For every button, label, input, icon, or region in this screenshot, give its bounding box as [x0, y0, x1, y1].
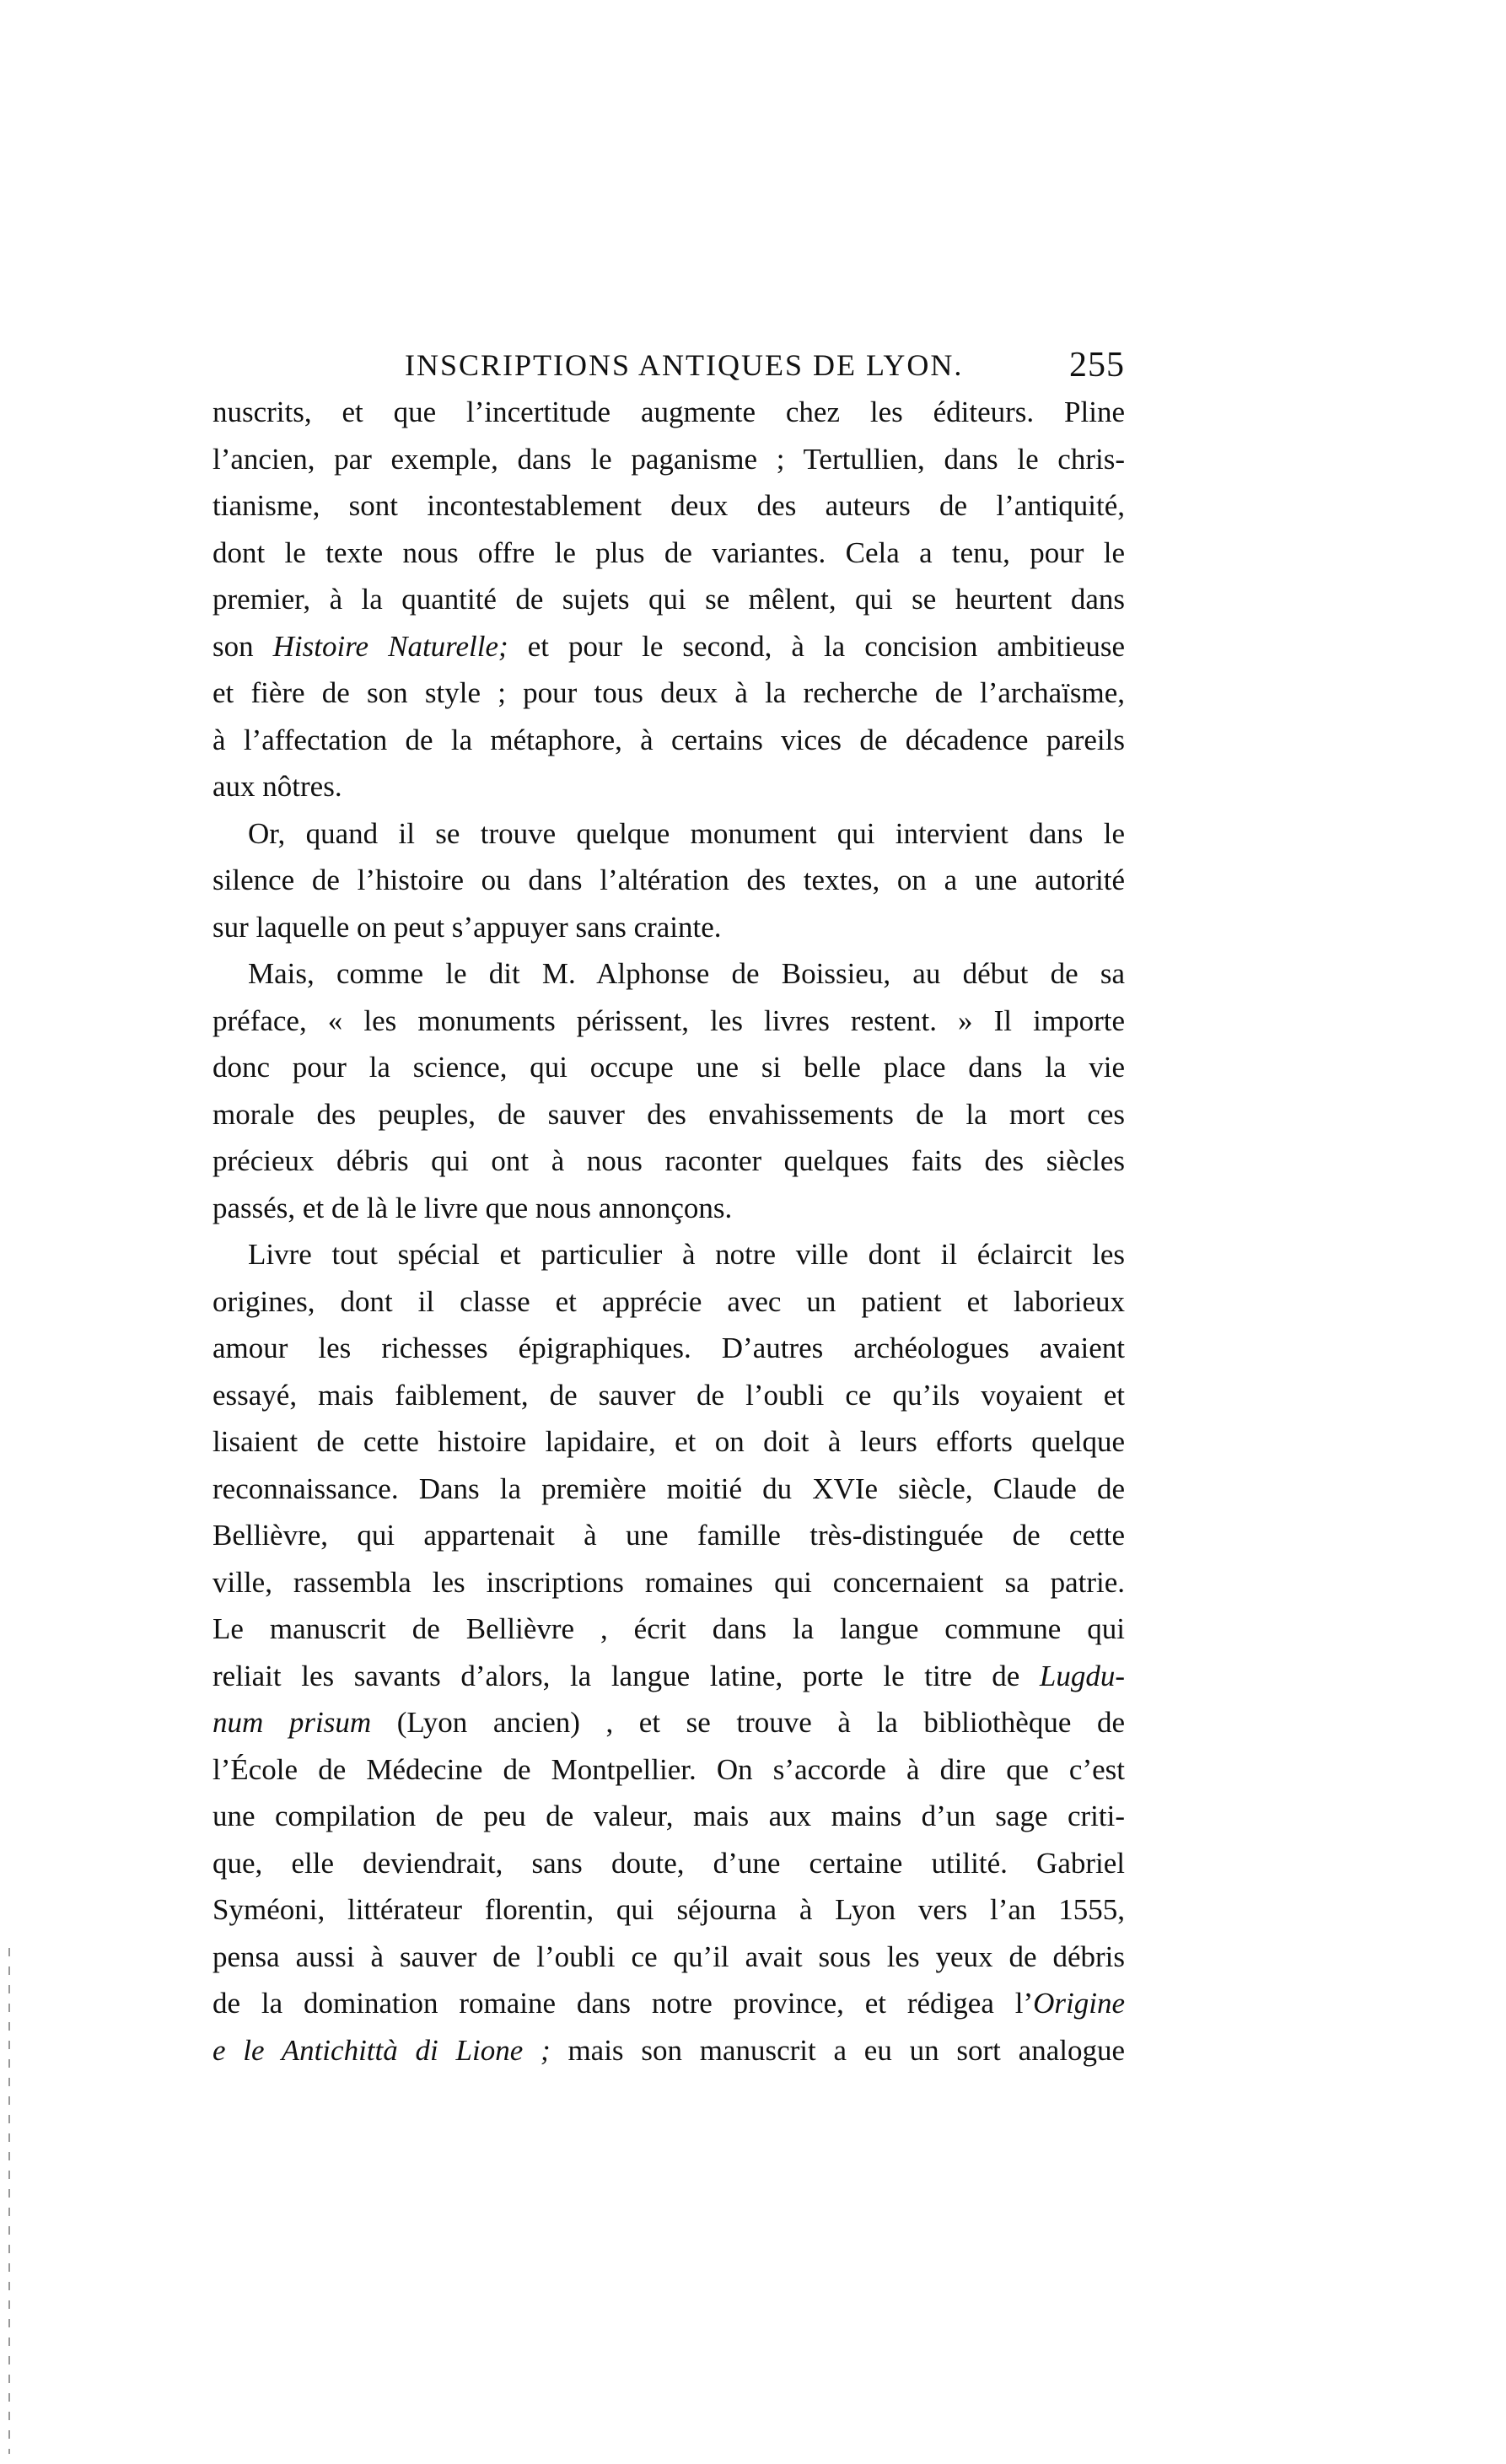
text-line — [212, 623, 1125, 670]
text-line: donc pour la science, qui occupe une si belle place dans la vie — [212, 1051, 1125, 1084]
text-segment: mais son manuscrit a eu un sort analogue — [550, 2033, 1125, 2067]
text-line: origines, dont il classe et apprécie avec un patient et laborieux — [212, 1284, 1125, 1318]
text-line: pensa aussi à sauver de l’oubli ce qu’il avait sous les yeux de débris — [212, 1939, 1125, 1973]
text-segment: (Lyon ancien) , et se trouve à la bibliothèque de — [371, 1706, 1125, 1739]
text-line: préface, « les monuments périssent, les livres restent. » Il importe — [212, 1003, 1125, 1037]
text-line — [212, 1699, 1125, 1746]
text-segment: reliait les savants d’alors, la langue latine, porte le titre de — [212, 1659, 1040, 1692]
text-line: dont le texte nous offre le plus de variantes. Cela a tenu, pour le — [212, 535, 1125, 569]
italic-title-lugdunum: Lugdu- — [1039, 1659, 1125, 1692]
running-title: INSCRIPTIONS ANTIQUES DE LYON. — [405, 348, 964, 382]
text-segment: son — [212, 629, 273, 663]
italic-title-origine: Origine — [1033, 1987, 1125, 2020]
text-line: à l’affectation de la métaphore, à certains vices de décadence pareils — [212, 723, 1125, 756]
text-line: et fière de son style ; pour tous deux à la recherche de l’archaïsme, — [212, 676, 1125, 709]
text-line: essayé, mais faiblement, de sauver de l’oubli ce qu’ils voyaient et — [212, 1378, 1125, 1412]
page-number: 255 — [1069, 346, 1125, 385]
text-line — [212, 1980, 1125, 2027]
text-line: une compilation de peu de valeur, mais aux mains d’un sage criti- — [212, 1800, 1125, 1832]
text-segment: de la domination romaine dans notre province, et rédigea l’ — [212, 1987, 1034, 2020]
running-head — [212, 342, 1125, 389]
scan-margin-artifact — [8, 1948, 10, 2454]
text-line: l’École de Médecine de Montpellier. On s’accorde à dire que c’est — [212, 1752, 1125, 1786]
text-line: amour les richesses épigraphiques. D’autres archéologues avaient — [212, 1332, 1125, 1364]
text-line: que, elle deviendrait, sans doute, d’une certaine utilité. Gabriel — [212, 1846, 1125, 1880]
text-line: précieux débris qui ont à nous raconter quelques faits des siècles — [212, 1144, 1125, 1177]
text-line: l’ancien, par exemple, dans le paganisme ; Tertullien, dans le chris- — [212, 442, 1125, 476]
text-line: Livre tout spécial et particulier à notre ville dont il éclaircit les — [248, 1238, 1125, 1271]
text-line: tianisme, sont incontestablement deux des auteurs de l’antiquité, — [212, 489, 1125, 522]
text-line: reconnaissance. Dans la première moitié du XVIe siècle, Claude de — [212, 1471, 1125, 1505]
text-line: silence de l’histoire ou dans l’altération des textes, on a une autorité — [212, 863, 1125, 896]
text-line: Mais, comme le dit M. Alphonse de Boissieu, au début de sa — [248, 957, 1125, 990]
body-text — [212, 389, 1125, 2074]
text-line: sur laquelle on peut s’appuyer sans crainte. — [212, 910, 722, 944]
text-line: Bellièvre, qui appartenait à une famille très-distinguée de cette — [212, 1519, 1125, 1552]
text-line: lisaient de cette histoire lapidaire, et on doit à leurs efforts quelque — [212, 1425, 1125, 1458]
italic-title-lugdunum-cont: num prisum — [212, 1706, 372, 1739]
text-line: morale des peuples, de sauver des envahissements de la mort ces — [212, 1097, 1125, 1131]
text-line: ville, rassembla les inscriptions romaines qui concernaient sa patrie. — [212, 1565, 1125, 1599]
text-line: nuscrits, et que l’incertitude augmente chez les éditeurs. Pline — [212, 395, 1125, 428]
text-line: aux nôtres. — [212, 770, 342, 803]
italic-title-histoire-naturelle: Histoire Naturelle; — [272, 629, 508, 663]
text-line: Syméoni, littérateur florentin, qui séjourna à Lyon vers l’an 1555, — [212, 1893, 1125, 1926]
text-line — [212, 1653, 1125, 1700]
text-line: premier, à la quantité de sujets qui se mêlent, qui se heurtent dans — [212, 583, 1125, 616]
text-segment: et pour le second, à la concision ambitieuse — [508, 629, 1125, 663]
text-line — [212, 2027, 1125, 2074]
text-line: Or, quand il se trouve quelque monument qui intervient dans le — [248, 816, 1125, 850]
italic-title-antichitta: e le Antichittà di Lione ; — [212, 2033, 551, 2067]
text-line: Le manuscrit de Bellièvre , écrit dans la langue commune qui — [212, 1612, 1125, 1645]
text-line: passés, et de là le livre que nous annonçons. — [212, 1191, 733, 1224]
